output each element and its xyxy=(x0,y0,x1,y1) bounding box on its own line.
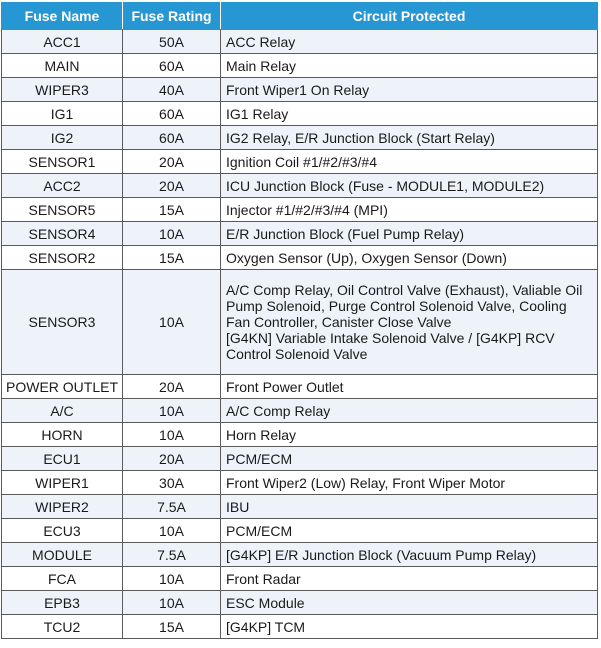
fuse-name-cell: MAIN xyxy=(2,54,123,78)
fuse-name-cell: ACC1 xyxy=(2,30,123,54)
fuse-rating-cell: 10A xyxy=(123,270,221,375)
table-row xyxy=(2,471,598,495)
table-body xyxy=(2,30,598,639)
fuse-rating-cell: 30A xyxy=(123,471,221,495)
fuse-rating-cell: 7.5A xyxy=(123,543,221,567)
fuse-name-cell: ECU1 xyxy=(2,447,123,471)
circuit-protected-cell: Ignition Coil #1/#2/#3/#4 xyxy=(221,150,598,174)
fuse-rating-cell: 10A xyxy=(123,591,221,615)
table-row xyxy=(2,198,598,222)
fuse-table-container xyxy=(1,2,597,639)
circuit-protected-cell: Main Relay xyxy=(221,54,598,78)
fuse-name-cell: TCU2 xyxy=(2,615,123,639)
table-row xyxy=(2,78,598,102)
table-row xyxy=(2,375,598,399)
circuit-protected-cell: A/C Comp Relay, Oil Control Valve (Exhaust), Valiable Oil Pump Solenoid, Purge Control Solenoid Valve, Cooling Fan Controller, Canister Close Valve [G4KN] Variable Intake Solenoid Valve / [G4KP] RCV Control Solenoid Valve xyxy=(221,270,598,375)
table-row xyxy=(2,495,598,519)
circuit-protected-cell: IBU xyxy=(221,495,598,519)
fuse-name-cell: EPB3 xyxy=(2,591,123,615)
fuse-rating-cell: 60A xyxy=(123,126,221,150)
fuse-name-cell: SENSOR2 xyxy=(2,246,123,270)
circuit-protected-cell: Front Radar xyxy=(221,567,598,591)
circuit-protected-cell: E/R Junction Block (Fuel Pump Relay) xyxy=(221,222,598,246)
circuit-protected-cell: PCM/ECM xyxy=(221,447,598,471)
table-row xyxy=(2,246,598,270)
header-fuse-name: Fuse Name xyxy=(2,3,123,30)
fuse-name-cell: SENSOR4 xyxy=(2,222,123,246)
table-row xyxy=(2,222,598,246)
table-row xyxy=(2,150,598,174)
table-row xyxy=(2,519,598,543)
fuse-rating-cell: 15A xyxy=(123,246,221,270)
circuit-protected-cell: Front Wiper2 (Low) Relay, Front Wiper Motor xyxy=(221,471,598,495)
fuse-rating-cell: 7.5A xyxy=(123,495,221,519)
fuse-name-cell: ECU3 xyxy=(2,519,123,543)
circuit-protected-cell: Horn Relay xyxy=(221,423,598,447)
fuse-name-cell: IG2 xyxy=(2,126,123,150)
circuit-protected-cell: ICU Junction Block (Fuse - MODULE1, MODULE2) xyxy=(221,174,598,198)
table-header-row xyxy=(2,3,598,30)
table-row xyxy=(2,399,598,423)
circuit-protected-cell: Front Wiper1 On Relay xyxy=(221,78,598,102)
fuse-rating-cell: 20A xyxy=(123,174,221,198)
fuse-rating-cell: 20A xyxy=(123,447,221,471)
fuse-rating-cell: 50A xyxy=(123,30,221,54)
fuse-rating-cell: 10A xyxy=(123,567,221,591)
circuit-protected-cell: A/C Comp Relay xyxy=(221,399,598,423)
fuse-rating-cell: 10A xyxy=(123,519,221,543)
fuse-name-cell: SENSOR1 xyxy=(2,150,123,174)
header-fuse-rating: Fuse Rating xyxy=(123,3,221,30)
circuit-protected-cell: [G4KP] TCM xyxy=(221,615,598,639)
fuse-rating-cell: 20A xyxy=(123,375,221,399)
table-row xyxy=(2,102,598,126)
table-row xyxy=(2,615,598,639)
header-circuit-protected: Circuit Protected xyxy=(221,3,598,30)
fuse-table xyxy=(1,2,598,639)
table-row xyxy=(2,30,598,54)
fuse-name-cell: IG1 xyxy=(2,102,123,126)
circuit-protected-cell: PCM/ECM xyxy=(221,519,598,543)
fuse-name-cell: WIPER2 xyxy=(2,495,123,519)
circuit-protected-cell: ESC Module xyxy=(221,591,598,615)
fuse-rating-cell: 10A xyxy=(123,423,221,447)
fuse-name-cell: SENSOR3 xyxy=(2,270,123,375)
fuse-name-cell: SENSOR5 xyxy=(2,198,123,222)
circuit-protected-cell: Injector #1/#2/#3/#4 (MPI) xyxy=(221,198,598,222)
fuse-name-cell: A/C xyxy=(2,399,123,423)
fuse-name-cell: MODULE xyxy=(2,543,123,567)
table-row xyxy=(2,126,598,150)
fuse-rating-cell: 60A xyxy=(123,102,221,126)
circuit-protected-cell: Oxygen Sensor (Up), Oxygen Sensor (Down) xyxy=(221,246,598,270)
fuse-name-cell: ACC2 xyxy=(2,174,123,198)
fuse-rating-cell: 20A xyxy=(123,150,221,174)
table-row xyxy=(2,591,598,615)
fuse-rating-cell: 15A xyxy=(123,615,221,639)
circuit-protected-cell: IG1 Relay xyxy=(221,102,598,126)
fuse-name-cell: POWER OUTLET xyxy=(2,375,123,399)
fuse-name-cell: FCA xyxy=(2,567,123,591)
fuse-rating-cell: 60A xyxy=(123,54,221,78)
fuse-name-cell: HORN xyxy=(2,423,123,447)
table-row xyxy=(2,423,598,447)
table-row xyxy=(2,447,598,471)
circuit-protected-cell: ACC Relay xyxy=(221,30,598,54)
table-row xyxy=(2,174,598,198)
fuse-name-cell: WIPER3 xyxy=(2,78,123,102)
circuit-protected-cell: IG2 Relay, E/R Junction Block (Start Relay) xyxy=(221,126,598,150)
fuse-rating-cell: 40A xyxy=(123,78,221,102)
fuse-rating-cell: 15A xyxy=(123,198,221,222)
table-row xyxy=(2,543,598,567)
fuse-rating-cell: 10A xyxy=(123,222,221,246)
table-row xyxy=(2,54,598,78)
circuit-protected-cell: [G4KP] E/R Junction Block (Vacuum Pump Relay) xyxy=(221,543,598,567)
table-row xyxy=(2,567,598,591)
circuit-protected-cell: Front Power Outlet xyxy=(221,375,598,399)
fuse-rating-cell: 10A xyxy=(123,399,221,423)
table-row xyxy=(2,270,598,375)
fuse-name-cell: WIPER1 xyxy=(2,471,123,495)
